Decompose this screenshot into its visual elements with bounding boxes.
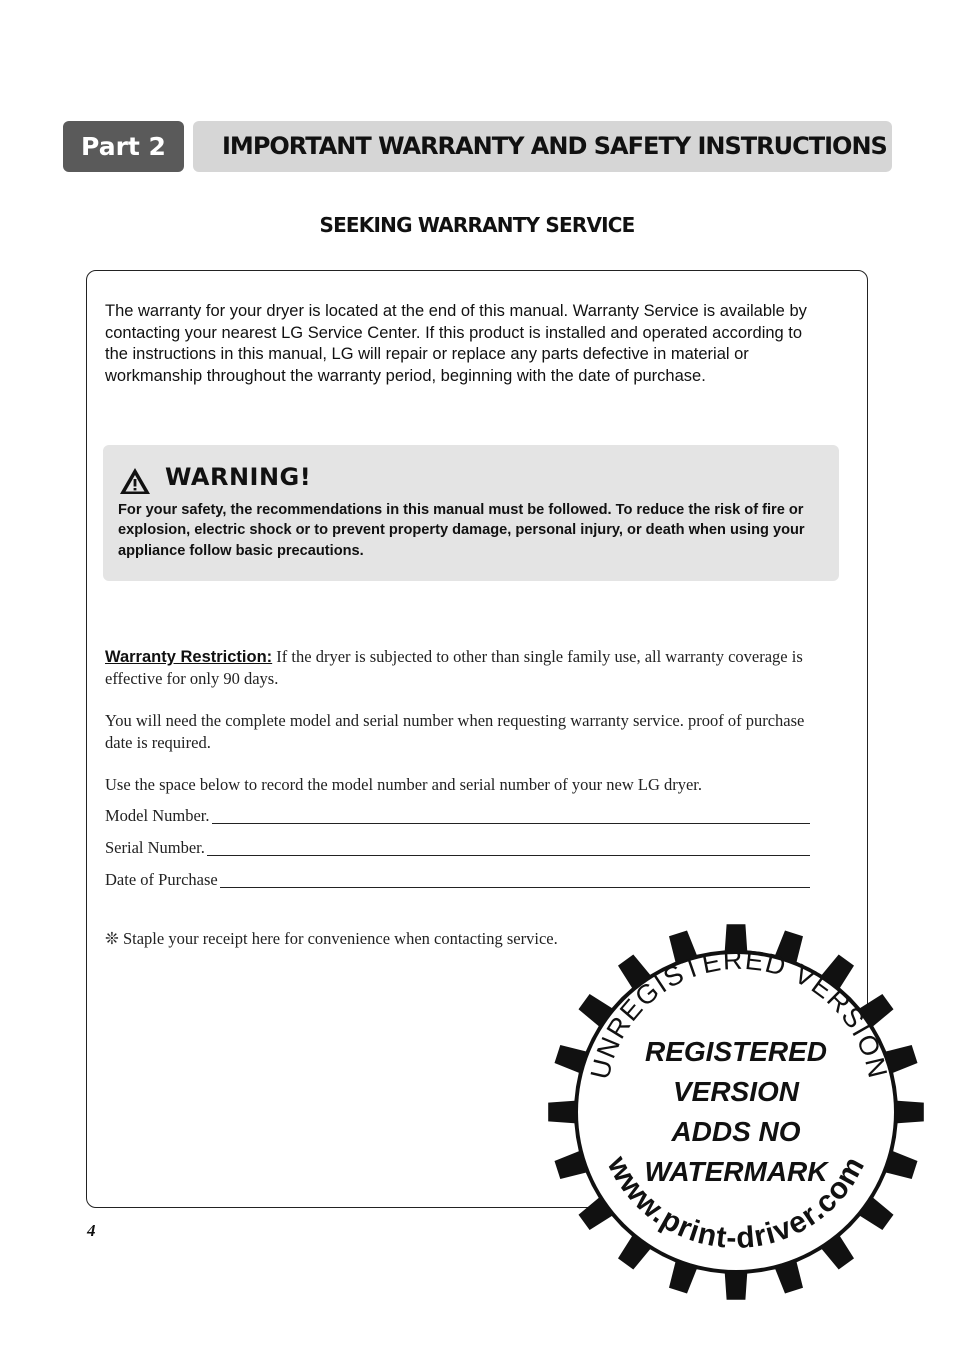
part-title-bar xyxy=(193,121,892,172)
page-number: 4 xyxy=(87,1221,96,1240)
staple-text: Staple your receipt here for convenience when contacting service. xyxy=(122,929,558,948)
stamp-arc-top: UNREGISTERED VERSION xyxy=(584,944,894,1083)
stamp-line-2: VERSION xyxy=(672,1076,800,1107)
warning-text: For your safety, the recommendations in this manual must be followed. To reduce the risk of fire or explosion, electric shock or to prevent property damage, personal injury, or death when using your appliance follow basic precautions. xyxy=(118,502,805,559)
stamp-line-1: REGISTERED xyxy=(644,1036,828,1067)
model-number-row xyxy=(105,802,810,826)
warning-triangle-icon xyxy=(119,467,151,495)
warning-box xyxy=(103,445,839,581)
serial-number-row xyxy=(105,834,810,858)
stamp-line-3: ADDS NO xyxy=(671,1116,801,1147)
serial-number-line xyxy=(207,855,810,856)
section-heading: SEEKING WARRANTY SERVICE xyxy=(319,213,635,237)
model-number-line xyxy=(212,823,811,824)
page-title: IMPORTANT WARRANTY AND SAFETY INSTRUCTIONS xyxy=(222,132,887,160)
model-serial-paragraph: You will need the complete model and serial number when requesting warranty service. proof of purchase date is required. xyxy=(105,711,805,752)
restriction-label: Warranty Restriction: xyxy=(105,648,273,666)
purchase-date-line xyxy=(220,887,810,888)
intro-paragraph: The warranty for your dryer is located at the end of this manual. Warranty Service is available by contacting your nearest LG Service Center. If this product is installed and operated according to the instructions in this manual, LG will repair or replace any parts defective in material or workmanship throughout the warranty period, beginning with the date of purchase. xyxy=(105,302,807,386)
staple-note xyxy=(105,929,558,949)
purchase-date-row xyxy=(105,866,810,890)
watermark-stamp xyxy=(545,923,927,1301)
restriction-paragraph xyxy=(105,646,825,690)
restriction-text: If the dryer is subjected to other than single family use, all warranty coverage is effective for only 90 days. xyxy=(105,647,803,688)
model-number-label: Model Number. xyxy=(105,806,210,825)
asterism-icon: ❊ xyxy=(105,929,119,948)
record-paragraph: Use the space below to record the model number and serial number of your new LG dryer. xyxy=(105,775,703,794)
stamp-line-4: WATERMARK xyxy=(644,1156,828,1187)
warning-title: WARNING! xyxy=(165,463,312,491)
serial-number-label: Serial Number. xyxy=(105,838,205,857)
stamp-arc-bottom: www.print-driver.com xyxy=(600,1150,872,1256)
part-label: Part 2 xyxy=(63,121,184,172)
purchase-date-label: Date of Purchase xyxy=(105,870,218,889)
